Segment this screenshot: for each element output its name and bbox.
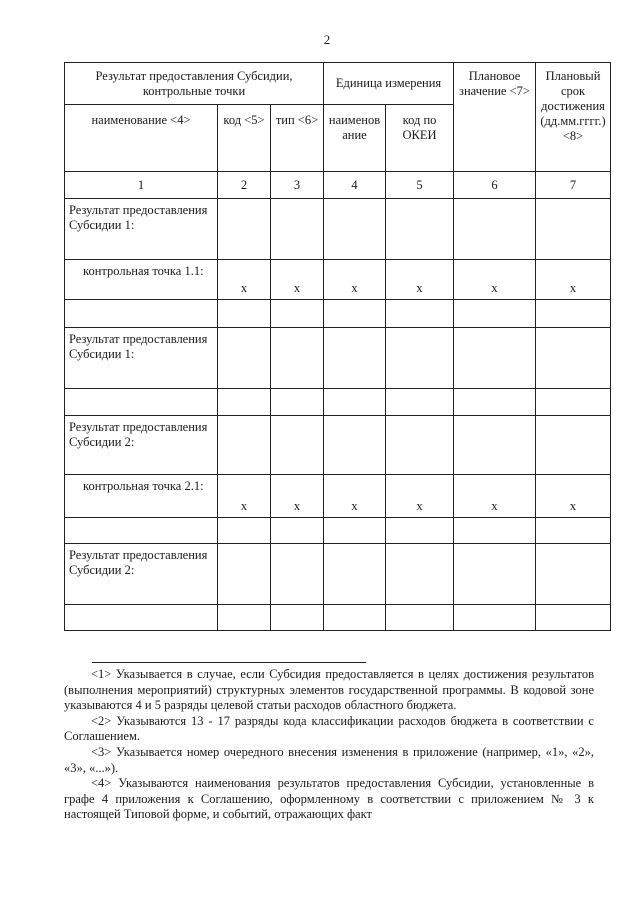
col-header-unit-name: наименование	[324, 105, 386, 172]
cell-mark: x	[324, 475, 386, 518]
row-label	[65, 518, 218, 544]
col-header-okei: код по ОКЕИ	[386, 105, 454, 172]
table-row	[65, 300, 611, 328]
table-row	[65, 328, 611, 389]
col-header-type: тип <6>	[271, 105, 324, 172]
page-number: 2	[323, 32, 331, 47]
col-header-code: код <5>	[218, 105, 271, 172]
results-table	[64, 62, 611, 631]
cell-mark: x	[271, 475, 324, 518]
cell-mark: x	[271, 260, 324, 300]
col-number: 4	[324, 172, 386, 199]
col-number: 3	[271, 172, 324, 199]
row-label: Результат предоставления Субсидии 1:	[65, 328, 218, 389]
col-number: 2	[218, 172, 271, 199]
header-unit-of-measure: Единица измерения	[324, 63, 454, 105]
row-label: контрольная точка 1.1:	[65, 260, 218, 300]
cell-mark: x	[454, 475, 536, 518]
table-row	[65, 389, 611, 416]
cell-mark: x	[386, 260, 454, 300]
row-label: Результат предоставления Субсидии 2:	[65, 544, 218, 605]
col-header-name: наименование <4>	[65, 105, 218, 172]
footnote-3: <3> Указывается номер очередного внесения изменения в приложение (например, «1», «2», «3», «...»).	[64, 744, 594, 775]
cell-mark: x	[386, 475, 454, 518]
cell-mark: x	[454, 260, 536, 300]
cell-mark: x	[218, 475, 271, 518]
col-number: 1	[65, 172, 218, 199]
header-planned-date: Плановый срок достижения (дд.мм.гггг.) <8>	[536, 63, 611, 172]
table-row	[65, 544, 611, 605]
table-row	[65, 605, 611, 631]
header-planned-value: Плановое значение <7>	[454, 63, 536, 172]
cell-mark: x	[536, 475, 611, 518]
footnotes	[64, 667, 594, 823]
table-row	[65, 260, 611, 300]
footnote-divider	[92, 662, 366, 663]
table-row	[65, 518, 611, 544]
footnote-1: <1> Указывается в случае, если Субсидия предоставляется в целях достижения результатов (выполнения мероприятий) структурных элементов государственной программы. В кодовой зоне указываются 4 и 5 разряды целевой статьи расходов областного бюджета.	[64, 667, 594, 713]
cell-mark: x	[536, 260, 611, 300]
cell-mark: x	[324, 260, 386, 300]
row-label: Результат предоставления Субсидии 1:	[65, 199, 218, 260]
col-number: 6	[454, 172, 536, 199]
footnote-2: <2> Указываются 13 - 17 разряды кода классификации расходов бюджета в соответствии с Соглашением.	[64, 713, 594, 744]
row-label	[65, 605, 218, 631]
col-number: 7	[536, 172, 611, 199]
row-label: контрольная точка 2.1:	[65, 475, 218, 518]
table-row	[65, 416, 611, 475]
footnote-4: <4> Указываются наименования результатов предоставления Субсидии, установленные в графе 4 приложения к Соглашению, оформленному в соответствии с приложением № 3 к настоящей Типовой форме, и событий, отражающих факт	[64, 776, 594, 822]
table-row	[65, 199, 611, 260]
row-label	[65, 389, 218, 416]
cell-mark: x	[218, 260, 271, 300]
row-label: Результат предоставления Субсидии 2:	[65, 416, 218, 475]
header-results-control-points: Результат предоставления Субсидии, контрольные точки	[65, 63, 324, 105]
table-row	[65, 475, 611, 518]
col-number: 5	[386, 172, 454, 199]
row-label	[65, 300, 218, 328]
